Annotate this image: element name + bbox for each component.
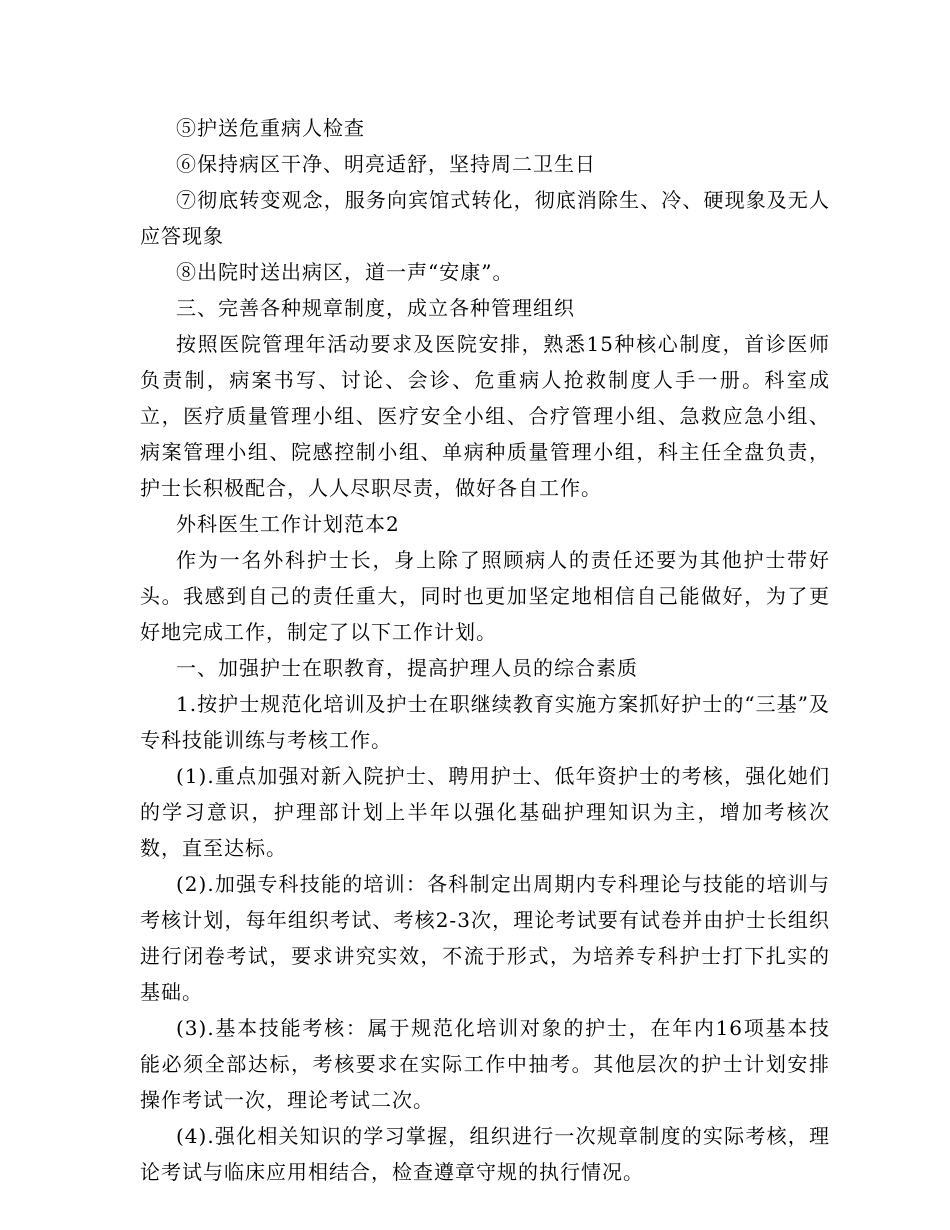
document-body [140,110,830,1190]
list-item-6: ⑥保持病区干净、明亮适舒，坚持周二卫生日 [176,152,596,176]
sub-item-4: (4).强化相关知识的学习掌握，组织进行一次规章制度的实际考核，理论考试与临床应用相结合，检查遵章守规的执行情况。 [140,1124,830,1184]
list-item-5: ⑤护送危重病人检查 [176,116,365,140]
sub-item-1: (1).重点加强对新入院护士、聘用护士、低年资护士的考核，强化她们的学习意识，护理部计划上半年以强化基础护理知识为主，增加考核次数，直至达标。 [140,764,830,860]
sub-item-2: (2).加强专科技能的培训：各科制定出周期内专科理论与技能的培训与考核计划，每年组织考试、考核2-3次，理论考试要有试卷并由护士长组织进行闭卷考试，要求讲究实效，不流于形式，为培养专科护士打下扎实的基础。 [140,872,830,1004]
sub-item-3: (3).基本技能考核：属于规范化培训对象的护士，在年内16项基本技能必须全部达标，考核要求在实际工作中抽考。其他层次的护士计划安排操作考试一次，理论考试二次。 [140,1016,830,1112]
list-item-7: ⑦彻底转变观念，服务向宾馆式转化，彻底消除生、冷、硬现象及无人应答现象 [140,188,830,248]
body-paragraph: 按照医院管理年活动要求及医院安排，熟悉15种核心制度，首诊医师负责制，病案书写、讨论、会诊、危重病人抢救制度人手一册。科室成立，医疗质量管理小组、医疗安全小组、合疗管理小组、急救应急小组、病案管理小组、院感控制小组、单病种质量管理小组，科主任全盘负责，护士长积极配合，人人尽职尽责，做好各自工作。 [140,332,830,500]
section-heading-3: 三、完善各种规章制度，成立各种管理组织 [176,296,575,320]
section-heading-1: 一、加强护士在职教育，提高护理人员的综合素质 [176,656,638,680]
item-1: 1.按护士规范化培训及护士在职继续教育实施方案抓好护士的“三基”及专科技能训练与考核工作。 [140,692,830,752]
list-item-8: ⑧出院时送出病区，道一声“安康”。 [176,260,514,284]
document-subtitle: 外科医生工作计划范本2 [176,512,400,536]
intro-paragraph: 作为一名外科护士长，身上除了照顾病人的责任还要为其他护士带好头。我感到自己的责任重大，同时也更加坚定地相信自己能做好，为了更好地完成工作，制定了以下工作计划。 [140,548,830,644]
